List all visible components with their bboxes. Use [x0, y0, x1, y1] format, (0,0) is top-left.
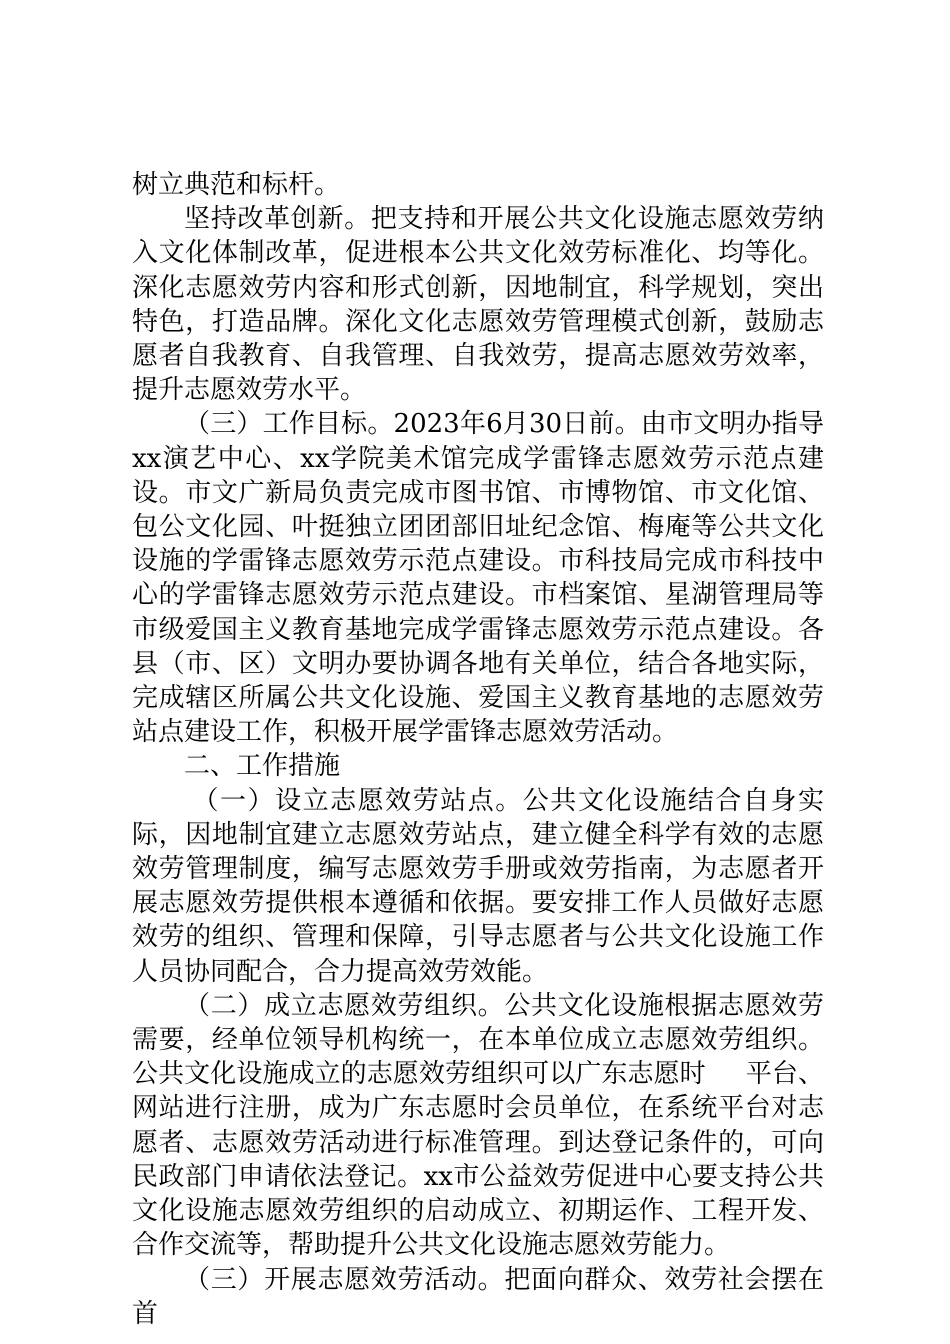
- paragraph-volunteer-stations: [132, 784, 824, 989]
- paragraph-continuation: 树立典范和标杆。: [132, 170, 341, 200]
- paragraph-volunteer-activities: （三）开展志愿效劳活动。把面向群众、效劳社会摆在首: [132, 1264, 824, 1329]
- paragraph-volunteer-organizations-part2: 平台、网站进行注册，成为广东志愿时会员单位，在系统平台对志愿者、志愿效劳活动进行标准管理。到达登记条件的，可向民政部门申请依法登记。xx市公益效劳促进中心要支持公共文化设施志愿效劳组织的启动成立、初期运作、工程开发、合作交流等，帮助提升公共文化设施志愿效劳能力。: [132, 1059, 824, 1261]
- document-body: [132, 168, 824, 1331]
- paragraph-reform-innovation: 坚持改革创新。把支持和开展公共文化设施志愿效劳纳入文化体制改革，促进根本公共文化效劳标准化、均等化。深化志愿效劳内容和形式创新，因地制宜，科学规划，突出特色，打造品牌。深化文化志愿效劳管理模式创新，鼓励志愿者自我教育、自我管理、自我效劳，提高志愿效劳效率，提升志愿效劳水平。: [132, 204, 824, 406]
- paragraph-volunteer-organizations-part1: （二）成立志愿效劳组织。公共文化设施根据志愿效劳需要，经单位领导机构统一，在本单位成立志愿效劳组织。公共文化设施成立的志愿效劳组织可以广东志愿时: [132, 990, 824, 1090]
- paragraph-volunteer-stations-text: （一）设立志愿效劳站点。公共文化设施结合自身实际，因地制宜建立志愿效劳站点，建立健全科学有效的志愿效劳管理制度，编写志愿效劳手册或效劳指南，为志愿者开展志愿效劳提供根本遵循和依据。要安排工作人员做好志愿效劳的组织、管理和保障，引导志愿者与公共文化设施工作人员协同配合，合力提高效劳效能。: [132, 785, 824, 987]
- section-heading-work-measures: 二、工作措施: [184, 751, 341, 782]
- paragraph-work-goals: （三）工作目标。2023年6月30日前。由市文明办指导xx演艺中心、xx学院美术馆完成学雷锋志愿效劳示范点建设。市文广新局负责完成市图书馆、市博物馆、市文化馆、包公文化园、叶挺独立团团部旧址纪念馆、梅庵等公共文化设施的学雷锋志愿效劳示范点建设。市科技局完成市科技中心的学雷锋志愿效劳示范点建设。市档案馆、星湖管理局等市级爱国主义教育基地完成学雷锋志愿效劳示范点建设。各县（市、区）文明办要协调各地有关单位，结合各地实际，完成辖区所属公共文化设施、爱国主义教育基地的志愿效劳站点建设工作，积极开展学雷锋志愿效劳活动。: [132, 409, 824, 748]
- paragraph-volunteer-organizations: [132, 989, 824, 1263]
